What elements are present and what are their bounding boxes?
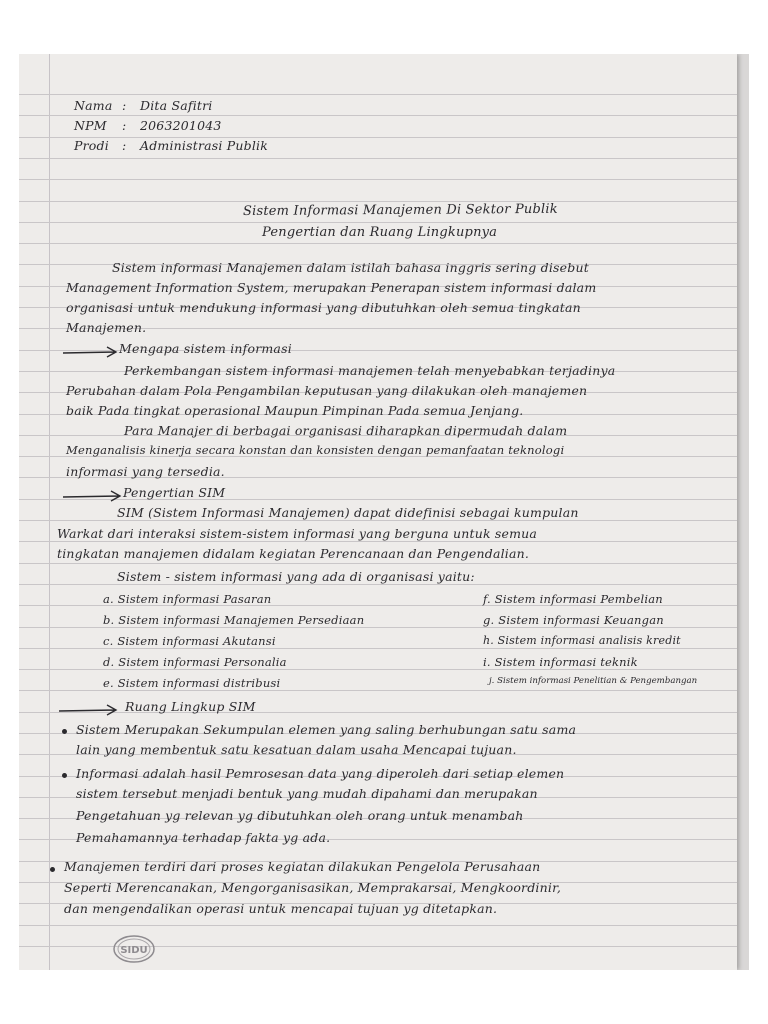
ruled-line bbox=[19, 179, 737, 180]
ruled-line bbox=[19, 690, 737, 691]
ruled-line bbox=[19, 627, 737, 628]
section1-para2-line-2: Menganalisis kinerja secara konstan dan konsisten dengan pemanfaatan teknologi bbox=[66, 443, 565, 457]
name-value: Dita Safitri bbox=[140, 98, 213, 113]
bullet3-line-1: Manajemen terdiri dari proses kegiatan dilakukan Pengelola Perusahaan bbox=[64, 859, 541, 874]
list-item-b: b. Sistem informasi Manajemen Persediaan bbox=[103, 613, 365, 627]
ruled-line bbox=[19, 669, 737, 670]
ruled-line bbox=[19, 158, 737, 159]
ruled-line bbox=[19, 584, 737, 585]
list-intro: Sistem - sistem informasi yang ada di organisasi yaitu: bbox=[117, 569, 475, 584]
section1-para2-line-1: Para Manajer di berbagai organisasi diharapkan dipermudah dalam bbox=[124, 423, 568, 438]
name-label: Nama bbox=[74, 98, 113, 113]
ruled-line bbox=[19, 520, 737, 521]
bullet-icon bbox=[62, 773, 67, 778]
section2-para-line-1: SIM (Sistem Informasi Manajemen) dapat didefinisi sebagai kumpulan bbox=[117, 505, 579, 520]
arrow-icon bbox=[61, 345, 119, 359]
ruled-line bbox=[19, 201, 737, 202]
list-item-g: g. Sistem informasi Keuangan bbox=[483, 613, 664, 627]
intro-line-1: Sistem informasi Manajemen dalam istilah bahasa inggris sering disebut bbox=[112, 260, 589, 275]
prodi-value: Administrasi Publik bbox=[140, 138, 269, 153]
margin-line bbox=[49, 54, 50, 970]
list-item-f: f. Sistem informasi Pembelian bbox=[483, 592, 663, 606]
bullet-icon bbox=[50, 867, 55, 872]
list-item-h: h. Sistem informasi analisis kredit bbox=[483, 634, 681, 647]
ruled-line bbox=[19, 115, 737, 116]
section2-para-line-2: Warkat dari interaksi sistem-sistem informasi yang berguna untuk semua bbox=[57, 526, 538, 541]
ruled-line bbox=[19, 563, 737, 564]
ruled-line bbox=[19, 222, 737, 223]
bullet2-line-2: sistem tersebut menjadi bentuk yang mudah dipahami dan merupakan bbox=[76, 786, 538, 801]
section1-para2-line-3: informasi yang tersedia. bbox=[66, 464, 225, 479]
bullet2-line-1: Informasi adalah hasil Pemrosesan data yang diperoleh dari setiap elemen bbox=[76, 766, 565, 781]
ruled-line bbox=[19, 541, 737, 542]
list-item-c: c. Sistem informasi Akutansi bbox=[103, 634, 276, 648]
section1-heading: Mengapa sistem informasi bbox=[119, 341, 292, 356]
notebook-page: Nama : Dita Safitri NPM : 2063201043 Prodi : Administrasi Publik Sistem Informasi Manajemen Di Sektor Publik Pengertian dan Ruang Lingkupnya Sistem informasi Manajemen dalam istilah bahasa inggris sering disebut Management Information System, merupakan Penerapan sistem informasi dalam organisasi untuk mendukung informasi yang dibutuhkan oleh semua tingkatan Manajemen. Mengapa sistem informasi Perkembangan sistem informasi manajemen telah menyebabkan terjadinya Perubahan dalam Pola Pengambilan keputusan yang dilakukan oleh manajemen baik Pada tingkat operasional Maupun Pimpinan Pada semua Jenjang. Para Manajer di berbagai organisasi diharapkan dipermudah dalam Menganalisis kinerja secara konstan dan konsisten dengan pemanfaatan teknologi informasi yang tersedia. Pengertian SIM SIM (Sistem Informasi Manajemen) dapat didefinisi sebagai kumpulan Warkat dari interaksi sistem-sistem informasi yang berguna untuk semua tingkatan manajemen didalam kegiatan Perencanaan dan Pengendalian. Sistem - sistem informasi yang ada di organisasi yaitu: a. Sistem informasi Pasaran b. Sistem informasi Manajemen Persediaan c. Sistem informasi Akutansi d. Sistem informasi Personalia e. Sistem informasi distribusi f. Sistem informasi Pembelian g. Sistem informasi Keuangan h. Sistem informasi analisis kredit i. Sistem informasi teknik j. Sistem informasi Penelitian & Pengembangan Ruang Lingkup SIM Sistem Merupakan Sekumpulan elemen yang saling berhubungan satu sama lain yang membentuk satu kesatuan dalam usaha Mencapai tujuan. Informasi adalah hasil Pemrosesan data yang diperoleh dari setiap elemen sistem tersebut menjadi bentuk yang mudah dipahami dan merupakan Pengetahuan yg relevan yg dibutuhkan oleh orang untuk menambah Pemahamannya terhadap fakta yg ada. Manajemen terdiri dari proses kegiatan dilakukan Pengelola Perusahaan Seperti Merencanakan, Mengorganisasikan, Memprakarsai, Mengkoordinir, dan mengendalikan operasi untuk mencapai tujuan yg ditetapkan. SIDU bbox=[19, 54, 737, 970]
section1-para1-line-2: Perubahan dalam Pola Pengambilan keputusan yang dilakukan oleh manajemen bbox=[66, 383, 588, 398]
bullet3-line-3: dan mengendalikan operasi untuk mencapai tujuan yg ditetapkan. bbox=[64, 901, 498, 916]
bullet2-line-4: Pemahamannya terhadap fakta yg ada. bbox=[76, 830, 331, 845]
prodi-label: Prodi bbox=[74, 138, 109, 153]
list-item-e: e. Sistem informasi distribusi bbox=[103, 676, 281, 690]
ruled-line bbox=[19, 243, 737, 244]
list-item-j: j. Sistem informasi Penelitian & Pengembangan bbox=[489, 676, 698, 686]
arrow-icon bbox=[57, 703, 119, 717]
intro-line-2: Management Information System, merupakan Penerapan sistem informasi dalam bbox=[66, 280, 597, 295]
intro-line-4: Manajemen. bbox=[66, 320, 147, 335]
bullet1-line-2: lain yang membentuk satu kesatuan dalam usaha Mencapai tujuan. bbox=[76, 742, 517, 757]
ruled-line bbox=[19, 648, 737, 649]
section1-para1-line-1: Perkembangan sistem informasi manajemen telah menyebabkan terjadinya bbox=[124, 363, 616, 378]
ruled-line bbox=[19, 925, 737, 926]
title-line-2: Pengertian dan Ruang Lingkupnya bbox=[262, 225, 498, 240]
section2-para-line-3: tingkatan manajemen didalam kegiatan Perencanaan dan Pengendalian. bbox=[57, 546, 530, 561]
bullet3-line-2: Seperti Merencanakan, Mengorganisasikan, Memprakarsai, Mengkoordinir, bbox=[64, 880, 562, 895]
photo-backdrop bbox=[19, 54, 749, 970]
bullet-icon bbox=[62, 729, 67, 734]
npm-label: NPM bbox=[74, 118, 107, 133]
ruled-line bbox=[19, 94, 737, 95]
intro-line-3: organisasi untuk mendukung informasi yang dibutuhkan oleh semua tingkatan bbox=[66, 300, 581, 315]
section3-heading: Ruang Lingkup SIM bbox=[125, 699, 256, 714]
list-item-d: d. Sistem informasi Personalia bbox=[103, 655, 287, 669]
section2-heading: Pengertian SIM bbox=[123, 485, 226, 500]
ruled-line bbox=[19, 137, 737, 138]
sidu-logo bbox=[112, 934, 156, 964]
bullet2-line-3: Pengetahuan yg relevan yg dibutuhkan oleh orang untuk menambah bbox=[76, 808, 524, 823]
section1-para1-line-3: baik Pada tingkat operasional Maupun Pimpinan Pada semua Jenjang. bbox=[66, 403, 524, 418]
arrow-icon bbox=[61, 489, 123, 503]
npm-value: 2063201043 bbox=[140, 118, 222, 133]
list-item-a: a. Sistem informasi Pasaran bbox=[103, 592, 272, 606]
bullet1-line-1: Sistem Merupakan Sekumpulan elemen yang saling berhubungan satu sama bbox=[76, 722, 577, 737]
list-item-i: i. Sistem informasi teknik bbox=[483, 655, 638, 669]
title-line-1: Sistem Informasi Manajemen Di Sektor Publik bbox=[242, 201, 558, 219]
logo-text: SIDU bbox=[120, 945, 148, 956]
